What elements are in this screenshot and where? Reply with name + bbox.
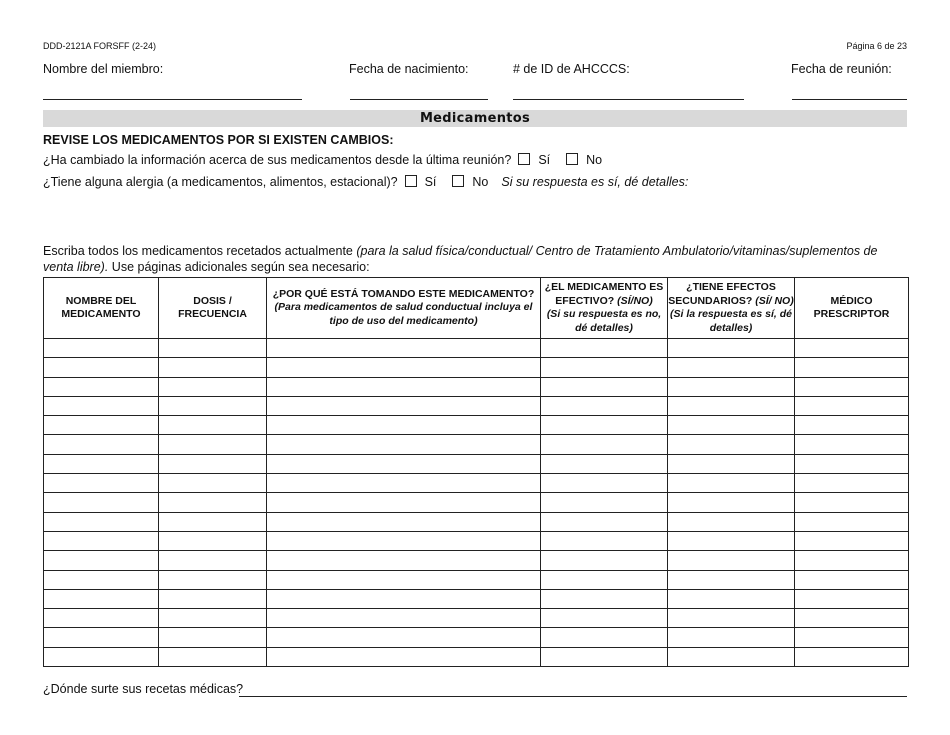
table-cell[interactable]: [541, 377, 668, 396]
table-cell[interactable]: [668, 339, 795, 358]
table-cell[interactable]: [159, 570, 267, 589]
q2-no-label: No: [472, 175, 489, 189]
table-cell[interactable]: [795, 493, 909, 512]
table-cell[interactable]: [668, 531, 795, 550]
table-row: [44, 416, 909, 435]
medications-table: [43, 277, 909, 667]
table-cell[interactable]: [541, 339, 668, 358]
table-row: [44, 551, 909, 570]
col-reason: ¿POR QUÉ ESTÁ TOMANDO ESTE MEDICAMENTO? (Para medicamentos de salud conductual incluya el tipo de uso del medicamento): [267, 278, 541, 339]
table-cell[interactable]: [541, 474, 668, 493]
table-cell[interactable]: [541, 454, 668, 473]
table-cell[interactable]: [267, 551, 541, 570]
table-row: [44, 570, 909, 589]
table-cell[interactable]: [541, 570, 668, 589]
table-cell[interactable]: [795, 454, 909, 473]
page-number: Página 6 de 23: [846, 41, 907, 51]
table-cell[interactable]: [159, 474, 267, 493]
table-cell[interactable]: [267, 454, 541, 473]
table-cell[interactable]: [668, 416, 795, 435]
table-cell[interactable]: [795, 628, 909, 647]
table-cell[interactable]: [668, 474, 795, 493]
q2-yes-label: Sí: [424, 175, 437, 189]
table-cell[interactable]: [44, 358, 159, 377]
table-cell[interactable]: [795, 377, 909, 396]
table-cell[interactable]: [541, 358, 668, 377]
table-cell[interactable]: [44, 628, 159, 647]
table-cell[interactable]: [159, 339, 267, 358]
table-cell[interactable]: [44, 396, 159, 415]
table-cell[interactable]: [159, 628, 267, 647]
table-cell[interactable]: [541, 493, 668, 512]
table-cell[interactable]: [668, 396, 795, 415]
table-cell[interactable]: [44, 377, 159, 396]
table-cell[interactable]: [267, 435, 541, 454]
table-row: [44, 396, 909, 415]
question-1-text: ¿Ha cambiado la información acerca de sus medicamentos desde la última reunión?: [43, 153, 512, 167]
q1-no-label: No: [586, 153, 603, 167]
q1-no-checkbox[interactable]: [566, 153, 578, 165]
table-row: [44, 358, 909, 377]
table-row: [44, 454, 909, 473]
table-cell[interactable]: [159, 435, 267, 454]
table-cell[interactable]: [267, 396, 541, 415]
table-cell[interactable]: [668, 454, 795, 473]
table-cell[interactable]: [44, 589, 159, 608]
table-cell[interactable]: [267, 474, 541, 493]
table-cell[interactable]: [44, 647, 159, 666]
table-cell[interactable]: [668, 609, 795, 628]
table-cell[interactable]: [795, 589, 909, 608]
table-cell[interactable]: [668, 435, 795, 454]
q1-yes-label: Sí: [538, 153, 551, 167]
table-cell[interactable]: [159, 531, 267, 550]
form-id: DDD-2121A FORSFF (2-24): [43, 41, 157, 51]
table-cell[interactable]: [44, 493, 159, 512]
table-cell[interactable]: [668, 377, 795, 396]
pharmacy-label: ¿Dónde surte sus recetas médicas?: [43, 682, 244, 696]
table-cell[interactable]: [668, 493, 795, 512]
member-name-field[interactable]: [43, 99, 302, 100]
table-cell[interactable]: [267, 609, 541, 628]
table-cell[interactable]: [795, 435, 909, 454]
table-cell[interactable]: [795, 416, 909, 435]
col-medication-name: NOMBRE DEL MEDICAMENTO: [44, 278, 159, 339]
meeting-date-field[interactable]: [792, 99, 907, 100]
table-cell[interactable]: [541, 416, 668, 435]
table-cell[interactable]: [44, 416, 159, 435]
table-cell[interactable]: [795, 647, 909, 666]
table-cell[interactable]: [541, 512, 668, 531]
q2-no-checkbox[interactable]: [452, 175, 464, 187]
table-cell[interactable]: [159, 396, 267, 415]
table-row: [44, 628, 909, 647]
intro-text-b: Use páginas adicionales según sea necesario:: [108, 259, 370, 274]
table-cell[interactable]: [795, 609, 909, 628]
table-cell[interactable]: [795, 531, 909, 550]
table-cell[interactable]: [44, 531, 159, 550]
table-cell[interactable]: [795, 474, 909, 493]
table-cell[interactable]: [159, 416, 267, 435]
table-cell[interactable]: [159, 454, 267, 473]
table-cell[interactable]: [267, 628, 541, 647]
table-cell[interactable]: [267, 570, 541, 589]
table-cell[interactable]: [795, 551, 909, 570]
table-cell[interactable]: [668, 512, 795, 531]
table-cell[interactable]: [795, 396, 909, 415]
question-1: [43, 153, 602, 167]
question-2: [43, 175, 688, 189]
col-dose-frequency: DOSIS / FRECUENCIA: [159, 278, 267, 339]
table-cell[interactable]: [541, 647, 668, 666]
section-subtitle: REVISE LOS MEDICAMENTOS POR SI EXISTEN CAMBIOS:: [43, 133, 394, 147]
table-cell[interactable]: [159, 512, 267, 531]
table-cell[interactable]: [668, 358, 795, 377]
table-cell[interactable]: [44, 454, 159, 473]
intro-text-italic: (para la salud física/conductual/ Centro de Tratamiento Ambulatorio/vitaminas/suplementos de venta libre).: [43, 244, 878, 274]
table-cell[interactable]: [267, 493, 541, 512]
table-cell[interactable]: [267, 589, 541, 608]
table-cell[interactable]: [267, 416, 541, 435]
table-cell[interactable]: [44, 570, 159, 589]
section-title: Medicamentos: [43, 110, 907, 127]
table-cell[interactable]: [795, 512, 909, 531]
col-side-effects: ¿TIENE EFECTOS SECUNDARIOS? (SÍ/ NO) (Si la respuesta es sí, dé detalles): [668, 278, 795, 339]
q2-yes-checkbox[interactable]: [405, 175, 417, 187]
table-row: [44, 474, 909, 493]
table-cell[interactable]: [668, 551, 795, 570]
table-cell[interactable]: [267, 512, 541, 531]
table-cell[interactable]: [795, 570, 909, 589]
table-row: [44, 531, 909, 550]
col-prescriber: MÉDICO PRESCRIPTOR: [795, 278, 909, 339]
table-cell[interactable]: [668, 570, 795, 589]
table-cell[interactable]: [541, 589, 668, 608]
table-cell[interactable]: [541, 435, 668, 454]
table-row: [44, 435, 909, 454]
table-cell[interactable]: [267, 358, 541, 377]
table-cell[interactable]: [267, 339, 541, 358]
intro-text-a: Escriba todos los medicamentos recetados actualmente: [43, 244, 357, 258]
table-cell[interactable]: [267, 647, 541, 666]
q2-details-prompt: Si su respuesta es sí, dé detalles:: [501, 175, 689, 189]
table-cell[interactable]: [44, 435, 159, 454]
table-cell[interactable]: [668, 589, 795, 608]
table-cell[interactable]: [267, 377, 541, 396]
member-name-label: Nombre del miembro:: [43, 62, 164, 76]
table-cell[interactable]: [44, 609, 159, 628]
table-cell[interactable]: [159, 609, 267, 628]
ahcccs-id-field[interactable]: [513, 99, 744, 100]
table-cell[interactable]: [541, 609, 668, 628]
table-cell[interactable]: [541, 396, 668, 415]
table-cell[interactable]: [44, 474, 159, 493]
table-cell[interactable]: [159, 647, 267, 666]
table-row: [44, 647, 909, 666]
table-cell[interactable]: [541, 551, 668, 570]
table-row: [44, 589, 909, 608]
table-cell[interactable]: [44, 339, 159, 358]
pharmacy-field[interactable]: [239, 696, 907, 697]
col-effective: ¿EL MEDICAMENTO ES EFECTIVO? (SÍ/NO) (Si su respuesta es no, dé detalles): [541, 278, 668, 339]
table-cell[interactable]: [44, 551, 159, 570]
table-cell[interactable]: [44, 512, 159, 531]
table-cell[interactable]: [668, 647, 795, 666]
table-row: [44, 512, 909, 531]
table-cell[interactable]: [159, 493, 267, 512]
q1-yes-checkbox[interactable]: [518, 153, 530, 165]
table-cell[interactable]: [159, 589, 267, 608]
table-cell[interactable]: [668, 628, 795, 647]
table-row: [44, 609, 909, 628]
medications-rows: [44, 339, 909, 667]
table-cell[interactable]: [795, 358, 909, 377]
medications-intro: [43, 244, 908, 275]
table-cell[interactable]: [159, 551, 267, 570]
birth-date-label: Fecha de nacimiento:: [349, 62, 469, 76]
question-2-text: ¿Tiene alguna alergia (a medicamentos, alimentos, estacional)?: [43, 175, 398, 189]
table-cell[interactable]: [541, 531, 668, 550]
table-cell[interactable]: [795, 339, 909, 358]
table-cell[interactable]: [267, 531, 541, 550]
table-row: [44, 377, 909, 396]
table-header-row: [44, 278, 909, 339]
table-row: [44, 493, 909, 512]
table-cell[interactable]: [541, 628, 668, 647]
birth-date-field[interactable]: [350, 99, 488, 100]
meeting-date-label: Fecha de reunión:: [791, 62, 892, 76]
table-cell[interactable]: [159, 377, 267, 396]
table-cell[interactable]: [159, 358, 267, 377]
ahcccs-id-label: # de ID de AHCCCS:: [513, 62, 630, 76]
table-row: [44, 339, 909, 358]
